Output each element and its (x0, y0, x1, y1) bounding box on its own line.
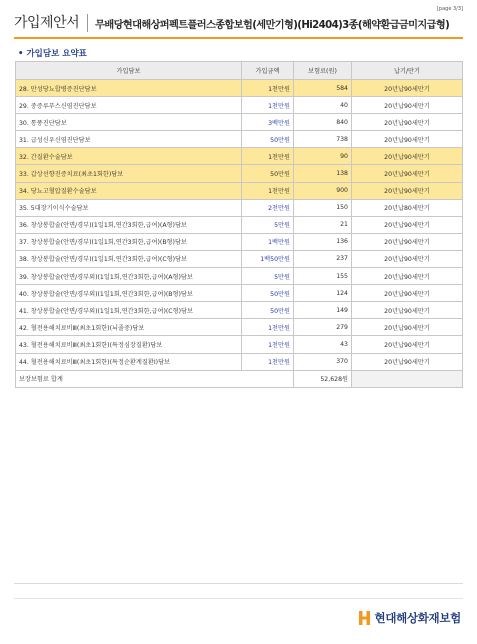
premium-cell: 237 (294, 250, 352, 267)
amount-cell: 5만원 (242, 268, 294, 285)
term-cell: 20년납80세만기 (352, 199, 463, 216)
term-cell: 20년납90세만기 (352, 250, 463, 267)
table-header-row (16, 62, 463, 80)
premium-cell: 149 (294, 302, 352, 319)
coverage-name-cell: 40. 창상봉합술(안면/경부외)(1일1회,연간3회한,급여)(B형)담보 (16, 285, 242, 302)
amount-cell: 50만원 (242, 302, 294, 319)
document-type-title: 가입제안서 (14, 14, 88, 32)
coverage-name-cell: 32. 간질환수술담보 (16, 148, 242, 165)
hyundai-marine-h-logo-icon (358, 610, 371, 626)
coverage-name-cell: 28. 만성당뇨합병증진단담보 (16, 80, 242, 97)
premium-cell: 900 (294, 182, 352, 199)
header-premium: 보험료(원) (294, 62, 352, 80)
table-row (16, 182, 463, 199)
coverage-name-cell: 41. 창상봉합술(안면/경부외)(1일1회,연간3회한,급여)(C형)담보 (16, 302, 242, 319)
premium-cell: 40 (294, 97, 352, 114)
amount-cell: 2천만원 (242, 199, 294, 216)
coverage-name-cell: 35. 5대장기이식수술담보 (16, 199, 242, 216)
table-row (16, 114, 463, 131)
section-title-text: 가입담보 요약표 (26, 49, 87, 59)
term-cell: 20년납90세만기 (352, 97, 463, 114)
amount-cell: 1천만원 (242, 97, 294, 114)
amount-cell: 1백50만원 (242, 250, 294, 267)
term-cell: 20년납90세만기 (352, 302, 463, 319)
section-title (18, 47, 87, 59)
header-amount: 가입금액 (242, 62, 294, 80)
term-cell: 20년납90세만기 (352, 216, 463, 233)
coverage-name-cell: 33. 갑상선향진증치료(최초1회한)담보 (16, 165, 242, 182)
premium-cell: 90 (294, 148, 352, 165)
amount-cell: 3백만원 (242, 114, 294, 131)
term-cell: 20년납90세만기 (352, 165, 463, 182)
coverage-name-cell: 34. 당뇨고혈압질환수술담보 (16, 182, 242, 199)
amount-cell: 5만원 (242, 216, 294, 233)
table-row (16, 233, 463, 250)
coverage-name-cell: 31. 급성신우신염진단담보 (16, 131, 242, 148)
total-row (16, 370, 463, 387)
coverage-name-cell: 38. 창상봉합술(안면/경부)(1일1회,연간3회한,급여)(C형)담보 (16, 250, 242, 267)
term-cell: 20년납90세만기 (352, 353, 463, 370)
premium-cell: 370 (294, 353, 352, 370)
coverage-name-cell: 29. 중증루푸스신염진단담보 (16, 97, 242, 114)
term-cell: 20년납90세만기 (352, 131, 463, 148)
premium-cell: 155 (294, 268, 352, 285)
premium-cell: 43 (294, 336, 352, 353)
premium-cell: 124 (294, 285, 352, 302)
premium-cell: 584 (294, 80, 352, 97)
amount-cell: 1천만원 (242, 80, 294, 97)
table-row (16, 216, 463, 233)
coverage-name-cell: 36. 창상봉합술(안면/경부)(1일1회,연간3회한,급여)(A형)담보 (16, 216, 242, 233)
amount-cell: 1천만원 (242, 319, 294, 336)
total-premium: 52,628원 (294, 370, 352, 387)
amount-cell: 1천만원 (242, 148, 294, 165)
header-term: 납기/만기 (352, 62, 463, 80)
term-cell: 20년납90세만기 (352, 319, 463, 336)
premium-cell: 150 (294, 199, 352, 216)
footer-divider (14, 583, 463, 584)
product-name: 무배당현대해상퍼펙트플러스종합보험(세만기형)(Hi2404)3종(해약환급금미지급형) (95, 19, 450, 31)
premium-cell: 21 (294, 216, 352, 233)
premium-cell: 279 (294, 319, 352, 336)
coverage-name-cell: 37. 창상봉합술(안면/경부)(1일1회,연간3회한,급여)(B형)담보 (16, 233, 242, 250)
table-row (16, 285, 463, 302)
premium-cell: 738 (294, 131, 352, 148)
footer-divider-secondary (14, 598, 463, 599)
term-cell: 20년납90세만기 (352, 336, 463, 353)
table-row (16, 336, 463, 353)
amount-cell: 1천만원 (242, 336, 294, 353)
brand-logo (358, 610, 461, 626)
coverage-summary-table (15, 61, 463, 388)
coverage-name-cell: 44. 혈전용해치료비Ⅲ(최초1회한)(특정순환계질환Ⅰ)담보 (16, 353, 242, 370)
premium-cell: 840 (294, 114, 352, 131)
term-cell: 20년납90세만기 (352, 114, 463, 131)
table-row (16, 148, 463, 165)
coverage-name-cell: 42. 혈전용해치료비Ⅲ(최초1회한)(뇌졸중)담보 (16, 319, 242, 336)
table-row (16, 97, 463, 114)
table-row (16, 80, 463, 97)
table-row (16, 268, 463, 285)
header-divider (14, 37, 463, 39)
table-row (16, 131, 463, 148)
term-cell: 20년납90세만기 (352, 148, 463, 165)
term-cell: 20년납90세만기 (352, 268, 463, 285)
amount-cell: 50만원 (242, 165, 294, 182)
page-number: [page 3/3] (436, 6, 463, 12)
coverage-name-cell: 43. 혈전용해치료비Ⅲ(최초1회한)(특정심장질환)담보 (16, 336, 242, 353)
amount-cell: 1천만원 (242, 353, 294, 370)
term-cell: 20년납90세만기 (352, 233, 463, 250)
bullet-icon: • (18, 49, 24, 59)
premium-cell: 138 (294, 165, 352, 182)
amount-cell: 50만원 (242, 131, 294, 148)
table-row (16, 165, 463, 182)
premium-cell: 136 (294, 233, 352, 250)
term-cell: 20년납90세만기 (352, 285, 463, 302)
brand-name: 현대해상화재보험 (374, 611, 461, 625)
table-body (16, 80, 463, 371)
coverage-name-cell: 39. 창상봉합술(안면/경부외)(1일1회,연간3회한,급여)(A형)담보 (16, 268, 242, 285)
document-header (14, 12, 463, 34)
header-coverage: 가입담보 (16, 62, 242, 80)
term-cell: 20년납90세만기 (352, 182, 463, 199)
total-label: 보장보험료 합계 (16, 370, 294, 387)
table-row (16, 250, 463, 267)
table-row (16, 319, 463, 336)
amount-cell: 1천만원 (242, 182, 294, 199)
table-row (16, 353, 463, 370)
table-row (16, 302, 463, 319)
coverage-name-cell: 30. 통풍진단담보 (16, 114, 242, 131)
amount-cell: 50만원 (242, 285, 294, 302)
term-cell: 20년납90세만기 (352, 80, 463, 97)
amount-cell: 1백만원 (242, 233, 294, 250)
total-term-empty (352, 370, 463, 387)
table-row (16, 199, 463, 216)
